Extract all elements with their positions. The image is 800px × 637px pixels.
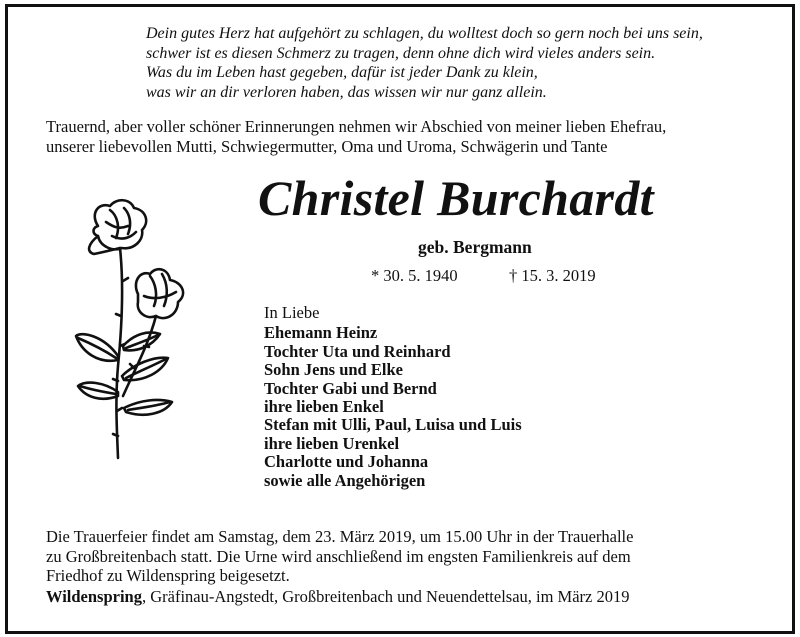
mourner-line: Tochter Uta und Reinhard: [264, 341, 451, 361]
mourner-line: Stefan mit Ulli, Paul, Luisa und Luis: [264, 415, 522, 435]
mourner-line: Charlotte und Johanna: [264, 452, 429, 472]
mourners-lead: In Liebe: [264, 303, 320, 322]
main-place: Wildenspring: [46, 587, 142, 606]
poem-line: Dein gutes Herz hat aufgehört zu schlagen, du wolltest doch so gern noch bei uns sein,: [146, 25, 703, 42]
intro-text: [46, 117, 786, 156]
funeral-line: Die Trauerfeier findet am Samstag, dem 23. März 2019, um 15.00 Uhr in der Trauerhalle: [46, 527, 634, 546]
intro-line: unserer liebevollen Mutti, Schwiegermutter, Oma und Uroma, Schwägerin und Tante: [46, 136, 608, 156]
poem-line: was wir an dir verloren haben, das wissen wir nur ganz allein.: [146, 83, 547, 101]
poem-line: schwer ist es diesen Schmerz zu tragen, denn ohne dich wird vieles anders sein.: [146, 44, 656, 62]
mourners-list: [264, 304, 684, 490]
places-line: [46, 587, 786, 607]
poem-line: Was du im Leben hast gegeben, dafür ist jeder Dank zu klein,: [146, 64, 538, 81]
intro-line: Trauernd, aber voller schöner Erinnerungen nehmen wir Abschied von meiner lieben Ehefrau,: [46, 117, 667, 136]
funeral-line: Friedhof zu Wildenspring beigesetzt.: [46, 566, 290, 586]
funeral-line: zu Großbreitenbach statt. Die Urne wird anschließend im engsten Familienkreis auf dem: [46, 546, 631, 566]
mourner-line: sowie alle Angehörigen: [264, 470, 426, 490]
birth-date: * 30. 5. 1940: [371, 266, 458, 285]
deceased-name: Christel Burchardt: [258, 170, 654, 226]
mourner-line: Sohn Jens und Elke: [264, 360, 403, 380]
mourner-line: Ehemann Heinz: [264, 323, 378, 343]
birth-name: geb. Bergmann: [418, 237, 532, 257]
mourner-line: ihre lieben Enkel: [264, 397, 384, 417]
poem: [146, 24, 786, 102]
death-date: † 15. 3. 2019: [509, 266, 596, 285]
mourner-line: ihre lieben Urenkel: [264, 433, 400, 453]
mourner-line: Tochter Gabi und Bernd: [264, 378, 437, 398]
funeral-info: [46, 527, 786, 586]
rose-icon: [68, 196, 196, 464]
other-places: , Gräfinau-Angstedt, Großbreitenbach und Neuendettelsau, im März 2019: [141, 587, 630, 606]
